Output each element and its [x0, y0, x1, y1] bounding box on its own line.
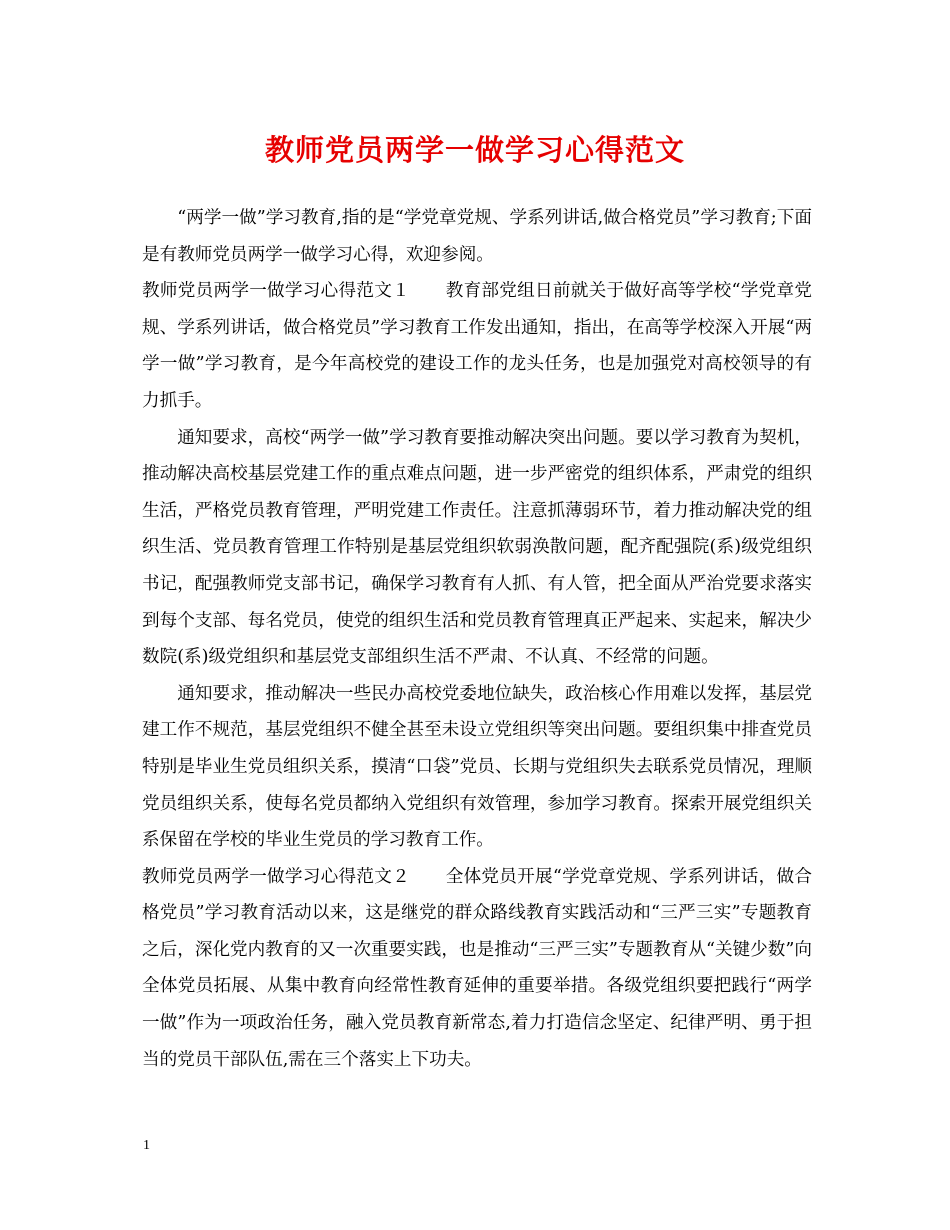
- document-body: [142, 200, 812, 1078]
- document-title: 教师党员两学一做学习心得范文: [264, 133, 685, 167]
- body-paragraph: 通知要求，高校“两学一做”学习教育要推动解决突出问题。要以学习教育为契机，推动解决高校基层党建工作的重点难点问题，进一步严密党的组织体系，严肃党的组织生活，严格党员教育管理，严明党建工作责任。注意抓薄弱环节，着力推动解决党的组织生活、党员教育管理工作特别是基层党组织软弱涣散问题，配齐配强院(系)级党组织书记，配强教师党支部书记，确保学习教育有人抓、有人管，把全面从严治党要求落实到每个支部、每名党员，使党的组织生活和党员教育管理真正严起来、实起来，解决少数院(系)级党组织和基层党支部组织生活不严肃、不认真、不经常的问题。: [142, 427, 812, 668]
- page-number: 1: [143, 1138, 150, 1153]
- sample-essay-1-paragraph: 教师党员两学一做学习心得范文１ 教育部党组日前就关于做好高等学校“学党章党规、学系列讲话，做合格党员”学习教育工作发出通知，指出，在高等学校深入开展“两学一做”学习教育，是今年高校党的建设工作的龙头任务，也是加强党对高校领导的有力抓手。: [142, 281, 812, 411]
- intro-paragraph: “两学一做”学习教育,指的是“学党章党规、学系列讲话,做合格党员”学习教育;下面是有教师党员两学一做学习心得，欢迎参阅。: [142, 208, 812, 265]
- sample-essay-2-paragraph: 教师党员两学一做学习心得范文２ 全体党员开展“学党章党规、学系列讲话，做合格党员”学习教育活动以来，这是继党的群众路线教育实践活动和“三严三实”专题教育之后，深化党内教育的又一次重要实践，也是推动“三严三实”专题教育从“关键少数”向全体党员拓展、从集中教育向经常性教育延伸的重要举措。各级党组织要把践行“两学一做”作为一项政治任务，融入党员教育新常态,着力打造信念坚定、纪律严明、勇于担当的党员干部队伍,需在三个落实上下功夫。: [142, 866, 812, 1070]
- body-paragraph: 通知要求，推动解决一些民办高校党委地位缺失，政治核心作用难以发挥，基层党建工作不规范，基层党组织不健全甚至未设立党组织等突出问题。要组织集中排查党员特别是毕业生党员组织关系，摸清“口袋”党员、长期与党组织失去联系党员情况，理顺党员组织关系，使每名党员都纳入党组织有效管理，参加学习教育。探索开展党组织关系保留在学校的毕业生党员的学习教育工作。: [142, 683, 812, 851]
